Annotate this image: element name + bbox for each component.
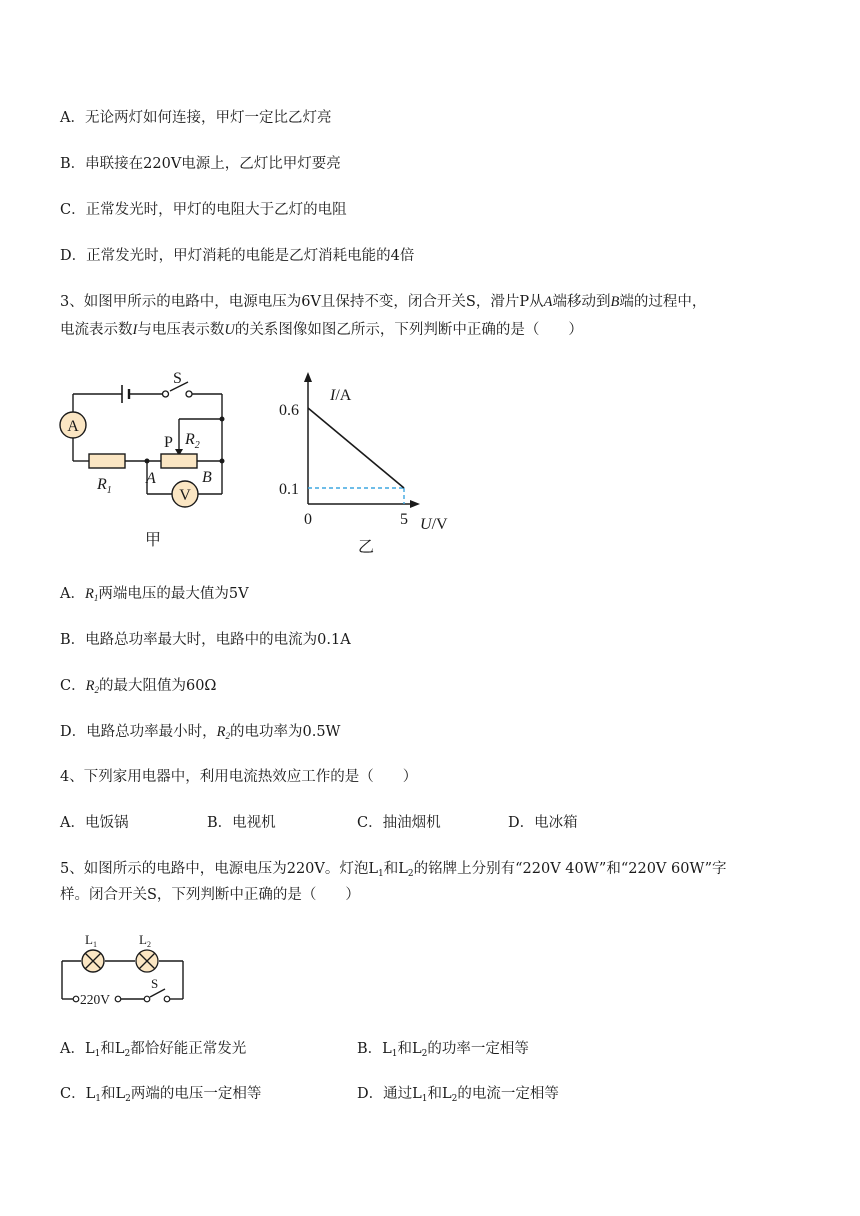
r2-label: $R_2$ xyxy=(185,431,200,451)
q4-stem: 4、下列家用电器中，利用电流热效应工作的是（ ） xyxy=(60,769,418,785)
switch-s-label: S xyxy=(151,976,159,991)
iu-graph-yi xyxy=(268,362,478,557)
q5-option-d: D．通过$L_1$和$L_2$的电流一定相等 xyxy=(357,1086,559,1104)
y-tick-0-6: 0.6 xyxy=(279,402,299,419)
q5-option-c: C．$L_1$和$L_2$两端的电压一定相等 xyxy=(60,1086,262,1104)
x-tick-5: 5 xyxy=(400,511,408,528)
q2-option-c: C．正常发光时，甲灯的电阻大于乙灯的电阻 xyxy=(60,202,347,218)
origin-label: 0 xyxy=(304,511,312,528)
source-voltage-label: 220V xyxy=(80,992,110,1007)
switch-label: S xyxy=(173,370,182,387)
q3-option-b: B．电路总功率最大时，电路中的电流为0.1A xyxy=(60,632,351,648)
lamp-circuit-diagram xyxy=(55,926,190,1008)
x-axis-label: U/V xyxy=(420,516,448,533)
q4-option-c: C．抽油烟机 xyxy=(357,815,441,831)
q3-option-c: C．$R_2$的最大阻值为60Ω xyxy=(60,678,217,695)
circuit-diagram-jia xyxy=(55,365,240,555)
q2-option-d: D．正常发光时，甲灯消耗的电能是乙灯消耗电能的4倍 xyxy=(60,248,415,264)
figure-caption-yi: 乙 xyxy=(357,539,375,556)
q5-option-b: B．$L_1$和$L_2$的功率一定相等 xyxy=(357,1041,529,1059)
y-axis-label: I/A xyxy=(330,387,352,404)
q4-option-a: A．电饭锅 xyxy=(60,815,129,831)
q2-option-b: B．串联接在220V电源上，乙灯比甲灯要亮 xyxy=(60,156,341,172)
voltmeter-label: V xyxy=(179,487,191,504)
q3-stem-line1: 3、如图甲所示的电路中，电源电压为6V且保持不变，闭合开关S，滑片P从A端移动到B端的过程中， xyxy=(60,294,707,310)
r1-label: $R_1$ xyxy=(97,476,112,496)
q3-option-d: D．电路总功率最小时，$R_2$的电功率为0.5W xyxy=(60,724,341,741)
q3-option-a: A．$R_1$两端电压的最大值为5V xyxy=(60,586,249,603)
lamp-l2-label: $L_2$ xyxy=(139,932,151,949)
terminal-b-label: B xyxy=(202,469,212,486)
y-tick-0-1: 0.1 xyxy=(279,481,299,498)
slider-label: P xyxy=(164,434,173,451)
figure-caption-jia: 甲 xyxy=(144,532,162,549)
lamp-l1-label: $L_1$ xyxy=(85,932,97,949)
ammeter-label: A xyxy=(67,418,79,435)
q5-stem-line2: 样。闭合开关S，下列判断中正确的是（ ） xyxy=(60,887,360,903)
q4-option-d: D．电冰箱 xyxy=(508,815,578,831)
q5-option-a: A．$L_1$和$L_2$都恰好能正常发光 xyxy=(60,1041,247,1059)
q3-stem-line2: 电流表示数I与电压表示数U的关系图像如图乙所示，下列判断中正确的是（ ） xyxy=(60,322,583,338)
terminal-a-label: A xyxy=(146,470,156,487)
q4-option-b: B．电视机 xyxy=(207,815,276,831)
q2-option-a: A．无论两灯如何连接，甲灯一定比乙灯亮 xyxy=(60,110,332,126)
iu-series-line-0 xyxy=(308,408,404,488)
q5-stem-line1: 5、如图所示的电路中，电源电压为220V。灯泡$L_1$和$L_2$的铭牌上分别有“220V 40W”和“220V 60W”字 xyxy=(60,861,727,879)
